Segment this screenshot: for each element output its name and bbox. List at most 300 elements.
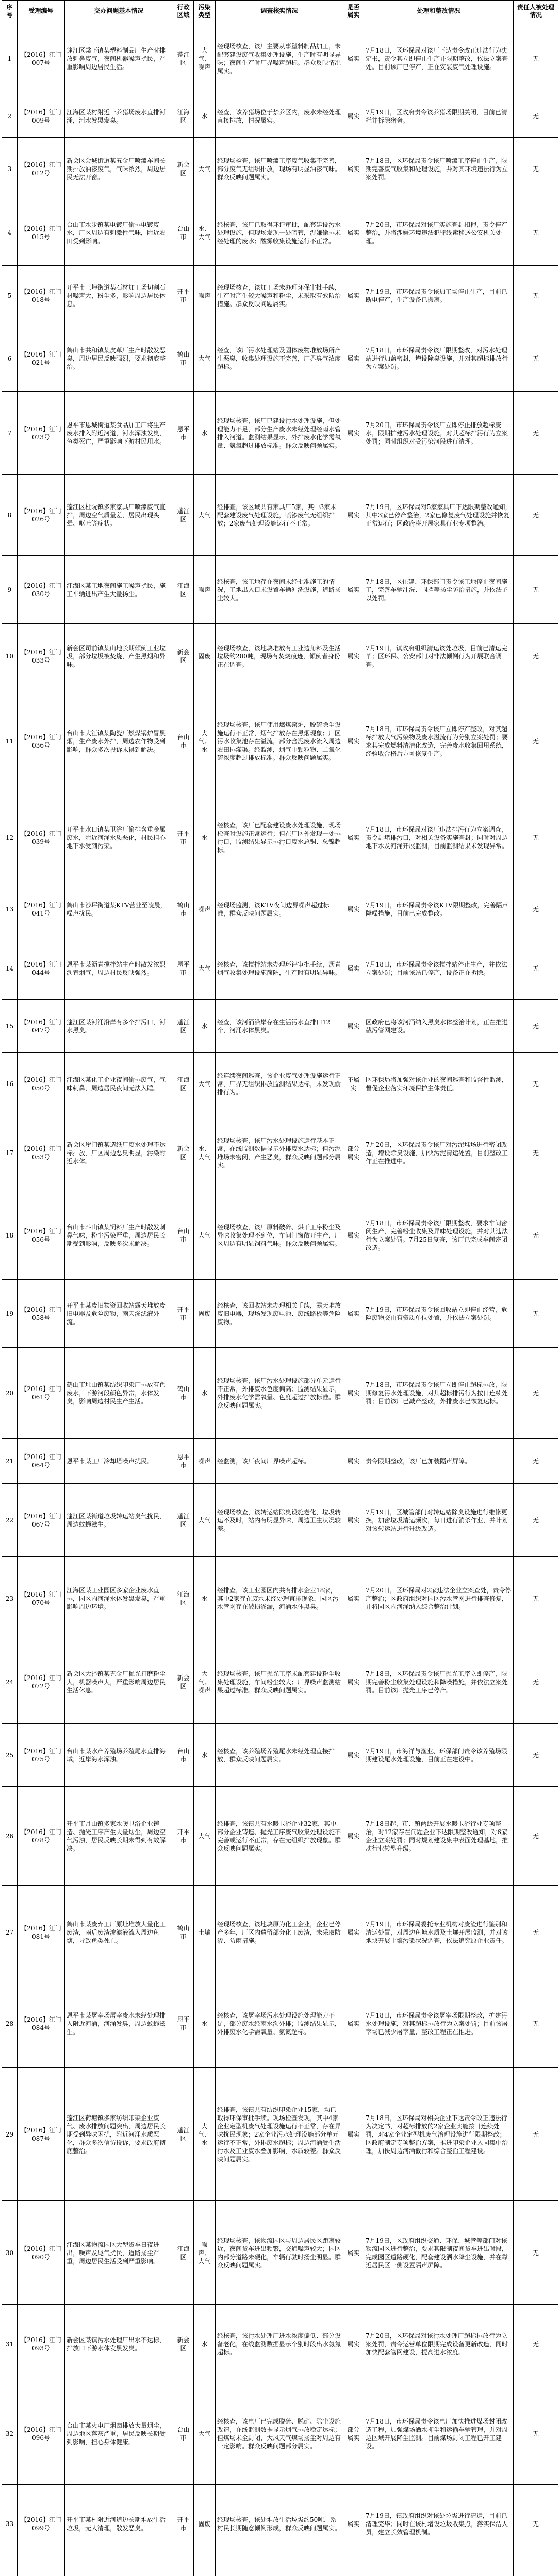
accept-code: 【2016】江门078号 (18, 1787, 65, 1885)
verified-status: 属实 (343, 138, 364, 200)
issue-description: 台山市某火电厂烟囱排放大量烟尘，周边地区落灰严重，居民反映长期受到影响，担心身体健康。 (65, 2383, 173, 2484)
accountability-result: 无 (514, 1280, 558, 1347)
district: 蓬江区 (173, 1000, 194, 1052)
district: 恩平市 (173, 937, 194, 999)
pollution-type: 大气、噪声 (194, 22, 216, 95)
district: 江海区 (173, 556, 194, 623)
district: 江海区 (173, 1053, 194, 1115)
row-number: 2 (2, 95, 18, 137)
investigation-result: 经核查，该电厂已完成脱硫、脱硝、除尘设施改造，在线监测数据显示烟气排放稳定达标；但煤场未全封闭，大风天气煤场扬尘对周边有一定影响。群众反映问题部分属实。 (216, 2383, 343, 2484)
accept-code: 【2016】江门096号 (18, 2383, 65, 2484)
verified-status: 属实 (343, 326, 364, 391)
row-number: 31 (2, 2305, 18, 2383)
row-number: 7 (2, 392, 18, 474)
pollution-type: 固废 (194, 1280, 216, 1347)
row-number: 27 (2, 1886, 18, 1979)
accept-code: 【2016】江门090号 (18, 2201, 65, 2304)
table-row (2, 1787, 558, 1886)
table-row (2, 2383, 558, 2485)
row-number: 33 (2, 2485, 18, 2563)
verified-status: 属实 (343, 1280, 364, 1347)
table-row (2, 2201, 558, 2305)
pollution-type: 固废 (194, 624, 216, 689)
table-row (2, 2563, 558, 2576)
header-no: 序号 (2, 1, 18, 22)
investigation-result: 经排查，该区域共有家具厂5家，其中3家未配套建设废气处理设施，喷漆废气无组织排放；2家废气处理设施运行不正常。 (216, 475, 343, 555)
accept-code: 【2016】江门030号 (18, 556, 65, 623)
handling-result: 7月18日，市环保局责令该厂立即停产整改，对其超标排放大气污染物及废水溢流行为分别立案处罚；要求其完成燃料清洁化改造，完善废水收集回用系统，经验收合格后方可恢复生产。 (364, 689, 514, 793)
pollution-type: 水、大气 (194, 1115, 216, 1191)
pollution-type: 噪声 (194, 266, 216, 326)
issue-description: 鹤山市共和镇某皮革厂生产时散发恶臭，周边居民反映强烈，要求彻底整治。 (65, 326, 173, 391)
district: 台山市 (173, 689, 194, 793)
accountability-result: 无 (514, 1484, 558, 1556)
row-number: 26 (2, 1787, 18, 1885)
pollution-type: 大气、水 (194, 689, 216, 793)
verified-status: 属实 (343, 689, 364, 793)
investigation-result: 经现场核查，该地块堆放有工业边角料及生活垃圾约200吨，现场有焚烧痕迹，倾倒者身份正在调查。 (216, 624, 343, 689)
district: 蓬江区 (173, 22, 194, 95)
row-number: 30 (2, 2201, 18, 2304)
investigation-result: 经现场核查，该厂使用燃煤窑炉，脱硫除尘设施运行不正常，烟气排放存在黑烟现象；厂区污水收集池存在溢流，部分含泥废水流入周边农田排灌渠。经监测，烟气中颗粒物、二氧化硫浓度超过排放标准。群众反映问题属实。 (216, 689, 343, 793)
issue-description: 恩平市某沥青搅拌站生产时散发浓烈沥青烟气，周边村民反映强烈。 (65, 937, 173, 999)
issue-description: 蓬江区某河涌沿岸有多个排污口，河水黑臭。 (65, 1000, 173, 1052)
handling-result: 7月18日，市环保局责令该厂限期整改，对污水处理站进行加盖密封，增设除臭设施，并对其超标排放行为立案处罚。 (364, 326, 514, 391)
accountability-result: 无 (514, 2068, 558, 2200)
accept-code: 【2016】江门009号 (18, 95, 65, 137)
accountability-result: 无 (514, 793, 558, 882)
row-number: 13 (2, 882, 18, 937)
table-row (2, 1000, 558, 1053)
accountability-result: 无 (514, 2485, 558, 2563)
district: 台山市 (173, 1724, 194, 1786)
issue-description: 恩平市某屠宰场屠宰废水未经处理排入附近河涌，河涌发臭，周边蚊蝇滋生。 (65, 1979, 173, 2067)
investigation-result: 经核查，该回收站未办理相关手续，露天堆放废旧电器，现场发现废电池、废线路板等危险废物。 (216, 1280, 343, 1347)
accountability-result: 无 (514, 1557, 558, 1640)
investigation-result: 经现场核查，该厂主要从事塑料制品加工，未配套建设废气收集处理设施，生产时有明显异味；夜间生产时厂界噪声超标。群众反映情况属实。 (216, 22, 343, 95)
handling-result: 7月18日，区环保局责令该厂抛光工序立即停产，限期完善粉尘收集处理设施和降噪措施，并依法立案处罚。目前该厂抛光工序已停产。 (364, 1640, 514, 1723)
handling-result: 7月19日，市环保局责令该加工场停止生产，目前已断电停产，生产设备已搬离。 (364, 266, 514, 326)
row-number: 14 (2, 937, 18, 999)
header-finding: 调查核实情况 (216, 1, 343, 22)
pollution-type: 土壤 (194, 1886, 216, 1979)
verified-status: 属实 (343, 392, 364, 474)
district: 台山市 (173, 200, 194, 265)
accept-code: 【2016】江门036号 (18, 689, 65, 793)
accountability-result: 无 (514, 556, 558, 623)
handling-result: 7月19日，镇政府组织清运该处垃圾，目前已清运完毕；区环保、公安部门对非法倾倒行为开展联合调查。 (364, 624, 514, 689)
pollution-type: 水 (194, 392, 216, 474)
handling-result: 7月18日，市环保局责令该厂限期整改，要求车间密闭生产，完善粉尘收集及异味处理设施，并对其违法行为立案处罚。7月25日复查，该厂已完成车间密闭改造。 (364, 1191, 514, 1279)
investigation-result: 经现场核查，该厂抛光工序未配套建设粉尘收集处理设施，车间粉尘较大；厂界噪声监测结果超过标准。群众反映问题属实。 (216, 1640, 343, 1723)
handling-result: 7月18日，市环保局对该厂违法排污行为立案调查，责令封堵排污口，对相关设备实施查封；同时对周边地下水及河涌开展监测，目前监测结果未发现异常。 (364, 793, 514, 882)
issue-description: 开平市月山镇多家水暖卫浴企业铸造、抛光工序产生大量烟尘，周边空气污浊，居民反映长期未得到有效解决。 (65, 1787, 173, 1885)
handling-result: 7月18日，市环保局责令该屠宰场限期整改，扩建污水处理设施，对其超标排放行为立案处罚；目前该屠宰场已减少屠宰量，整改工程正在推进。 (364, 1979, 514, 2067)
handling-result: 7月19日，市环保局责令该KTV限期整改，完善隔声降噪措施，目前已完成整改。 (364, 882, 514, 937)
table-header (2, 1, 558, 22)
accept-code: 【2016】江门044号 (18, 937, 65, 999)
investigation-result (216, 2563, 343, 2576)
accept-code: 【2016】江门075号 (18, 1724, 65, 1786)
table-row (2, 2305, 558, 2383)
handling-result: 7月20日，区环保局对2家违法企业立案查处，责令停产整治；区政府组织对园区污水管网进行排查修复，并将园区内河涌纳入综合整治计划。 (364, 1557, 514, 1640)
issue-description: 新会区会城街道某五金厂喷漆车间长期排放油漆废气，气味浓烈，周边居民无法开窗。 (65, 138, 173, 200)
accountability-result: 无 (514, 138, 558, 200)
accept-code: 【2016】江门053号 (18, 1115, 65, 1191)
investigation-result: 经核查，该屠宰场污水处理设施处理能力不足，部分废水经雨水沟外排；监测结果显示，外排废水化学需氧量、氨氮超标。 (216, 1979, 343, 2067)
district: 台山市 (173, 1191, 194, 1279)
table-row (2, 1115, 558, 1191)
investigation-result: 经排查，该镇共有纺织印染企业15家，均已取得环保审批手续。现场检查发现，其中4家企业定型机废气处理设施运行不正常，存在异味扰民现象；2家企业污水处理设施部分单元运行不正常，外排废水超标；周边河涌受生活污水及工业废水叠加影响，水质较差。群众反映问题属实。 (216, 2068, 343, 2200)
district: 鹤山市 (173, 882, 194, 937)
accountability-result: 无 (514, 200, 558, 265)
issue-description: 江海区某村附近一养猪场废水直排河涌，河水发黑发臭。 (65, 95, 173, 137)
verified-status: 属实 (343, 2305, 364, 2383)
accept-code: 【2016】江门064号 (18, 1439, 65, 1483)
district: 恩平市 (173, 1439, 194, 1483)
issue-description: 蓬江区某街道垃圾转运站臭气扰民，周边蚊蝇滋生。 (65, 1484, 173, 1556)
accept-code: 【2016】江门099号 (18, 2485, 65, 2563)
accept-code: 【2016】江门015号 (18, 200, 65, 265)
row-number: 20 (2, 1348, 18, 1438)
investigation-result: 经现场核查，该转运站除臭设施老化，垃圾转运不及时，站内有明显异味，周边卫生状况较差。 (216, 1484, 343, 1556)
verified-status: 属实 (343, 266, 364, 326)
accountability-result: 无 (514, 2201, 558, 2304)
investigation-result: 经现场核查，该厂原料破碎、烘干工序粉尘及异味收集处理不到位，车间门窗敞开生产，厂区周边有明显饲料气味。群众反映问题属实。 (216, 1191, 343, 1279)
handling-result: 7月19日，区政府责令该养猪场限期关闭，目前已清栏并拆除猪舍。 (364, 95, 514, 137)
row-number: 22 (2, 1484, 18, 1556)
pollution-type: 水 (194, 1348, 216, 1438)
accept-code: 【2016】江门047号 (18, 1000, 65, 1052)
district: 江海区 (173, 1557, 194, 1640)
issue-description: 台山市大江镇某陶瓷厂燃煤锅炉冒黑烟，生产废水外排，周边农作物受到影响，群众多次投诉未得到解决。 (65, 689, 173, 793)
accountability-result: 无 (514, 1000, 558, 1052)
table-row (2, 326, 558, 392)
accept-code: 【2016】江门007号 (18, 22, 65, 95)
row-number: 23 (2, 1557, 18, 1640)
row-number (2, 2563, 18, 2576)
district: 开平市 (173, 2485, 194, 2563)
header-accountability: 责任人被处理情况 (514, 1, 558, 22)
accept-code: 【2016】江门018号 (18, 266, 65, 326)
district: 鹤山市 (173, 1348, 194, 1438)
header-type: 污染类型 (194, 1, 216, 22)
accept-code: 【2016】江门087号 (18, 2068, 65, 2200)
verified-status: 部分属实 (343, 2383, 364, 2484)
verified-status: 属实 (343, 95, 364, 137)
case-table (2, 0, 558, 2576)
accountability-result: 无 (514, 624, 558, 689)
header-handling: 处理和整改情况 (364, 1, 514, 22)
table-body (2, 22, 558, 2576)
issue-description: 蓬江区杜阮镇多家家具厂喷漆废气直排，周边空气质量差，居民出现头晕、呕吐等症状。 (65, 475, 173, 555)
table-row (2, 1348, 558, 1439)
handling-result: 7月20日，市环保局对该厂实施查封扣押，责令停产整治，并将涉嫌环境违法犯罪线索移送公安机关处理。 (364, 200, 514, 265)
district: 新会区 (173, 1115, 194, 1191)
investigation-result: 经核查，该厂已取得环评审批，配套建设污水处理设施，但现场发现一处暗管，涉嫌偷排未经处理的废水；酸雾收集设施运行不正常。 (216, 200, 343, 265)
header-area: 行政区域 (173, 1, 194, 22)
issue-description: 开平市某废旧物资回收站露天堆放废旧电器及危险废物，雨天渗滤液外流。 (65, 1280, 173, 1347)
row-number: 12 (2, 793, 18, 882)
verified-status: 属实 (343, 2201, 364, 2304)
district: 蓬江区 (173, 2068, 194, 2200)
issue-description: 台山市斗山镇某饲料厂生产时散发刺鼻气味，粉尘污染严重，周边居民长期受到影响，反映多次未解决。 (65, 1191, 173, 1279)
issue-description: 鹤山市沙坪街道某KTV营业至凌晨，噪声扰民。 (65, 882, 173, 937)
accountability-result: 无 (514, 1115, 558, 1191)
table-row (2, 1191, 558, 1280)
accountability-result: 无 (514, 1886, 558, 1979)
issue-description: 鹤山市址山镇某纺织印染厂排放有色废水，下游河段颜色异常，水体发臭，影响周边村民生产生活。 (65, 1348, 173, 1438)
verified-status: 属实 (343, 1886, 364, 1979)
table-row (2, 1557, 558, 1640)
verified-status: 属实 (343, 2068, 364, 2200)
accept-code: 【2016】江门061号 (18, 1348, 65, 1438)
handling-result: 7月20日，区环保局对该污水处理厂超标排放行为立案处罚，责令运营单位限期完成设备更新改造，同时加快配套管网建设，提高进水浓度。 (364, 2305, 514, 2383)
handling-result: 7月19日，市环保局责令该回收站立即停止经营，危险废物交由有资质单位处置，并依法立案处罚。 (364, 1280, 514, 1347)
district (173, 2563, 194, 2576)
handling-result: 区政府已将该河涌纳入黑臭水体整治计划，正在推进截污管网建设。 (364, 1000, 514, 1052)
issue-description: 开平市三埠街道某石材加工场切割石材噪声大，粉尘多，影响周边居民休息。 (65, 266, 173, 326)
verified-status: 属实 (343, 556, 364, 623)
investigation-result: 经现场核查，该处堆放生活垃圾约50吨，系村民长期随意倾倒形成，群众反映问题属实。 (216, 2485, 343, 2563)
district: 新会区 (173, 624, 194, 689)
pollution-type: 大气 (194, 1191, 216, 1279)
table-row (2, 793, 558, 882)
investigation-result: 经连续夜间巡查，该企业废气处理设施运行正常，厂界无组织排放监测结果达标，未发现偷排行为。 (216, 1053, 343, 1115)
investigation-result: 经查，该河涌沿岸存在生活污水直排口12个，河涌水体黑臭。 (216, 1000, 343, 1052)
pollution-type: 大气 (194, 475, 216, 555)
accountability-result: 无 (514, 1439, 558, 1483)
handling-result: 区环保局将加强对该企业的夜间巡查和监督性监测，督促企业落实环境保护主体责任。 (364, 1053, 514, 1115)
verified-status: 属实 (343, 200, 364, 265)
accept-code: 【2016】江门070号 (18, 1557, 65, 1640)
pollution-type: 水 (194, 1000, 216, 1052)
district: 恩平市 (173, 1979, 194, 2067)
pollution-type: 大气 (194, 2383, 216, 2484)
table-row (2, 138, 558, 200)
issue-description (65, 2563, 173, 2576)
pollution-type: 水 (194, 1724, 216, 1786)
accountability-result (514, 2563, 558, 2576)
district: 开平市 (173, 1280, 194, 1347)
handling-result: 7月19日，市环保局委托专业机构对废渣进行鉴别和清运处置，对周边鱼塘水质及土壤开展监测，并对该地块开展土壤污染状况调查，依法追究原企业责任。 (364, 1886, 514, 1979)
handling-result: 7月19日，区城管部门对转运站除臭设施进行维修更换，加密垃圾清运频次，每日进行消杀作业，并计划对该转运站进行升级改造。 (364, 1484, 514, 1556)
investigation-result: 经现场核查，该厂污水处理设施部分单元运行不正常，外排废水色度偏高；监测结果显示，外排废水化学需氧量、色度超过排放标准。群众反映问题属实。 (216, 1348, 343, 1438)
district: 江海区 (173, 2201, 194, 2304)
accountability-result: 无 (514, 22, 558, 95)
table-row (2, 1640, 558, 1724)
pollution-type: 固废 (194, 2485, 216, 2563)
issue-description: 江海区某化工企业夜间偷排废气，气味刺鼻，周边居民夜间无法入睡。 (65, 1053, 173, 1115)
verified-status (343, 2563, 364, 2576)
table-row (2, 22, 558, 95)
accountability-result: 无 (514, 2383, 558, 2484)
issue-description: 恩平市某工厂冷却塔噪声扰民。 (65, 1439, 173, 1483)
accountability-result: 无 (514, 1979, 558, 2067)
handling-result: 7月19日，镇政府组织对该处垃圾进行清运，目前已清理完毕；同时在该村增设垃圾收集点，落实保洁人员，建立长效管理机制。 (364, 2485, 514, 2563)
handling-result: 7月18日，市环保局责令该厂立即停止超标排放，限期修复污水处理设施，对其超标排污行为按日连续处罚；目前该厂已减产整改，外排废水已恢复达标。 (364, 1348, 514, 1438)
verified-status: 属实 (343, 2485, 364, 2563)
accountability-result: 无 (514, 1191, 558, 1279)
header-issue: 交办问题基本情况 (65, 1, 173, 22)
accountability-result: 无 (514, 689, 558, 793)
verified-status: 属实 (343, 624, 364, 689)
accountability-result: 无 (514, 882, 558, 937)
verified-status: 属实 (343, 1557, 364, 1640)
issue-description: 台山市水步镇某电镀厂偷排电镀废水，厂区周边有刺激性气味，附近农田受到影响。 (65, 200, 173, 265)
pollution-type: 大气、噪声 (194, 1640, 216, 1723)
table-row (2, 95, 558, 138)
table-row (2, 937, 558, 1000)
row-number: 28 (2, 1979, 18, 2067)
accept-code: 【2016】江门026号 (18, 475, 65, 555)
district: 开平市 (173, 1787, 194, 1885)
handling-result: 7月18日，区住建、环保部门责令该工地停止夜间施工，完善车辆冲洗、围挡等扬尘防治措施，并依法予以处罚。 (364, 556, 514, 623)
verified-status: 属实 (343, 882, 364, 937)
table-row (2, 2068, 558, 2201)
row-number: 5 (2, 266, 18, 326)
row-number: 8 (2, 475, 18, 555)
accountability-result: 无 (514, 2305, 558, 2383)
accept-code: 【2016】江门012号 (18, 138, 65, 200)
table-row (2, 266, 558, 326)
pollution-type: 大气 (194, 1053, 216, 1115)
accept-code: 【2016】江门021号 (18, 326, 65, 391)
table-row (2, 556, 558, 624)
handling-result: 7月19日，区环保局对5家家具厂下达限期整改通知，其中3家已停产整治，2家已修复废气处理设施并恢复正常运行；区政府将开展家具行业专项整治。 (364, 475, 514, 555)
table-row (2, 624, 558, 689)
table-row (2, 392, 558, 475)
investigation-result: 经排查，该镇共有水暖卫浴企业32家，其中部分企业铸造、抛光工序废气收集处理设施不完善或运行不正常，存在无组织排放现象。群众反映问题属实。 (216, 1787, 343, 1885)
handling-result: 7月18日，市环保局责令该电厂加快推进煤场封闭改造工程，加强煤场洒水抑尘和运输车辆管理，并对周边区域开展降尘监测。目前煤场封闭工程已开工建设。 (364, 2383, 514, 2484)
handling-result: 7月18日，市环保局责令该搅拌站停止生产，并依法立案处罚；目前该站已停产，设备正在拆除。 (364, 937, 514, 999)
accountability-result: 无 (514, 475, 558, 555)
pollution-type: 大气 (194, 1484, 216, 1556)
table-row (2, 1886, 558, 1979)
accept-code: 【2016】江门039号 (18, 793, 65, 882)
issue-description: 江海区某工地夜间施工噪声扰民，施工车辆进出产生大量扬尘。 (65, 556, 173, 623)
accountability-result: 无 (514, 1787, 558, 1885)
pollution-type: 水 (194, 1557, 216, 1640)
district: 新会区 (173, 2305, 194, 2383)
pollution-type: 大气、水 (194, 2068, 216, 2200)
accept-code: 【2016】江门072号 (18, 1640, 65, 1723)
verified-status: 属实 (343, 793, 364, 882)
accountability-result: 无 (514, 326, 558, 391)
issue-description: 江海区某物流园区大型货车日夜进出，噪声及尾气扰民，道路扬尘严重，周边居民生活受到严重影响。 (65, 2201, 173, 2304)
header-code: 受理编号 (18, 1, 65, 22)
row-number: 3 (2, 138, 18, 200)
row-number: 10 (2, 624, 18, 689)
table-row (2, 1484, 558, 1557)
issue-description: 蓬江区棠下镇某塑料制品厂生产时排放刺鼻废气，夜间机器噪声扰民，严重影响周边居民生活。 (65, 22, 173, 95)
investigation-result: 经核查，该工地存在夜间未经批准施工的情况，工地出入口未设置车辆冲洗设施，道路扬尘较大。 (216, 556, 343, 623)
pollution-type: 噪声 (194, 1439, 216, 1483)
accept-code: 【2016】江门056号 (18, 1191, 65, 1279)
pollution-type: 大气 (194, 937, 216, 999)
handling-result (364, 2563, 514, 2576)
pollution-type: 水、大气 (194, 200, 216, 265)
row-number: 1 (2, 22, 18, 95)
accountability-result: 无 (514, 266, 558, 326)
pollution-type (194, 2563, 216, 2576)
table-row (2, 1724, 558, 1787)
issue-description: 开平市某村附近河道边长期堆放生活垃圾，无人清理，散发恶臭。 (65, 2485, 173, 2563)
handling-result: 7月20日，区环保局责令该厂对污泥堆场进行密闭改造，增设除臭设施，加快污泥清运处置，目前整改工作正在推进中。 (364, 1115, 514, 1191)
row-number: 6 (2, 326, 18, 391)
investigation-result: 经核查，该搅拌站未办理环评审批手续，沥青烟气收集处理设施简陋，生产时有明显异味。 (216, 937, 343, 999)
verified-status: 属实 (343, 1787, 364, 1885)
accountability-result: 无 (514, 1640, 558, 1723)
accept-code: 【2016】江门058号 (18, 1280, 65, 1347)
investigation-result: 经现场核查，该厂污水处理设施运行基本正常，在线监测数据显示外排废水达标；但污泥堆场未密闭，产生恶臭，群众反映问题部分属实。 (216, 1115, 343, 1191)
accept-code: 【2016】江门050号 (18, 1053, 65, 1115)
investigation-result: 经核查，该养殖场养殖尾水未经处理直接排放，群众反映问题属实。 (216, 1724, 343, 1786)
issue-description: 蓬江区荷塘镇多家纺织印染企业废气、废水排放问题突出，周边居民长期受到异味困扰，附近河涌水质恶化，群众多次信访投诉，要求政府彻底整治。 (65, 2068, 173, 2200)
issue-description: 开平市水口镇某卫浴厂偷排含重金属废水，附近河涌水质恶化，村民担心地下水受到污染。 (65, 793, 173, 882)
investigation-result: 经查，该养猪场位于禁养区内，废水未经处理直接排放，情况属实。 (216, 95, 343, 137)
accountability-result: 无 (514, 1724, 558, 1786)
district: 台山市 (173, 2383, 194, 2484)
pollution-type: 水 (194, 95, 216, 137)
pollution-type: 水 (194, 2305, 216, 2383)
row-number: 18 (2, 1191, 18, 1279)
verified-status: 属实 (343, 1640, 364, 1723)
investigation-result: 经核查，该污水处理厂进水浓度偏低、部分设备老化，在线监测数据显示个别时段出水氨氮超标。 (216, 2305, 343, 2383)
row-number: 19 (2, 1280, 18, 1347)
table-row (2, 200, 558, 266)
handling-result: 7月19日，区政府组织交通、环保、城管等部门对该物流园区进行整治，要求其限制夜间货车进出时段，完成园区道路硬化，配套建设洒水降尘设施，并在靠近居民区一侧设置隔声屏障。 (364, 2201, 514, 2304)
row-number: 21 (2, 1439, 18, 1483)
verified-status: 属实 (343, 937, 364, 999)
issue-description: 新会区崖门镇某造纸厂废水处理不达标排放，厂区周边恶臭明显，污染附近水体。 (65, 1115, 173, 1191)
row-number: 15 (2, 1000, 18, 1052)
pollution-type: 水 (194, 1979, 216, 2067)
verified-status: 属实 (343, 1000, 364, 1052)
district: 江海区 (173, 95, 194, 137)
row-number: 9 (2, 556, 18, 623)
district: 开平市 (173, 793, 194, 882)
accept-code (18, 2563, 65, 2576)
accountability-result: 无 (514, 95, 558, 137)
pollution-type: 大气 (194, 1787, 216, 1885)
row-number: 16 (2, 1053, 18, 1115)
accept-code: 【2016】江门084号 (18, 1979, 65, 2067)
accept-code: 【2016】江门067号 (18, 1484, 65, 1556)
table-row (2, 1979, 558, 2068)
table-row (2, 2485, 558, 2563)
issue-description: 新会区某镇污水处理厂出水不达标，排放口下游水体发黑发臭。 (65, 2305, 173, 2383)
verified-status: 属实 (343, 1484, 364, 1556)
verified-status: 属实 (343, 1191, 364, 1279)
table-row (2, 1439, 558, 1484)
accept-code: 【2016】江门023号 (18, 392, 65, 474)
issue-description: 台山市某水产养殖场养殖尾水直排海域，近岸海水浑浊。 (65, 1724, 173, 1786)
investigation-result: 经现场核查，该厂已建设污水处理设施，但处理能力不足，部分生产废水未经处理经雨水管排入河道。监测结果显示，外排废水化学需氧量、氨氮超过排放标准。群众反映问题属实。 (216, 392, 343, 474)
table-row (2, 882, 558, 937)
investigation-result: 经现场核查，该物流园区与周边居民区距离较近，夜间货车进出频繁，交通噪声较大；园区内部分道路未硬化，车辆行驶时扬尘明显。群众反映问题属实。 (216, 2201, 343, 2304)
pollution-type: 噪声、大气 (194, 2201, 216, 2304)
verified-status: 属实 (343, 1979, 364, 2067)
pollution-type: 噪声 (194, 556, 216, 623)
row-number: 24 (2, 1640, 18, 1723)
row-number: 17 (2, 1115, 18, 1191)
district: 鹤山市 (173, 326, 194, 391)
investigation-result: 经现场监测，该KTV夜间边界噪声超过标准，群众反映问题属实。 (216, 882, 343, 937)
accountability-result: 无 (514, 937, 558, 999)
verified-status: 属实 (343, 1348, 364, 1438)
accept-code: 【2016】江门041号 (18, 882, 65, 937)
